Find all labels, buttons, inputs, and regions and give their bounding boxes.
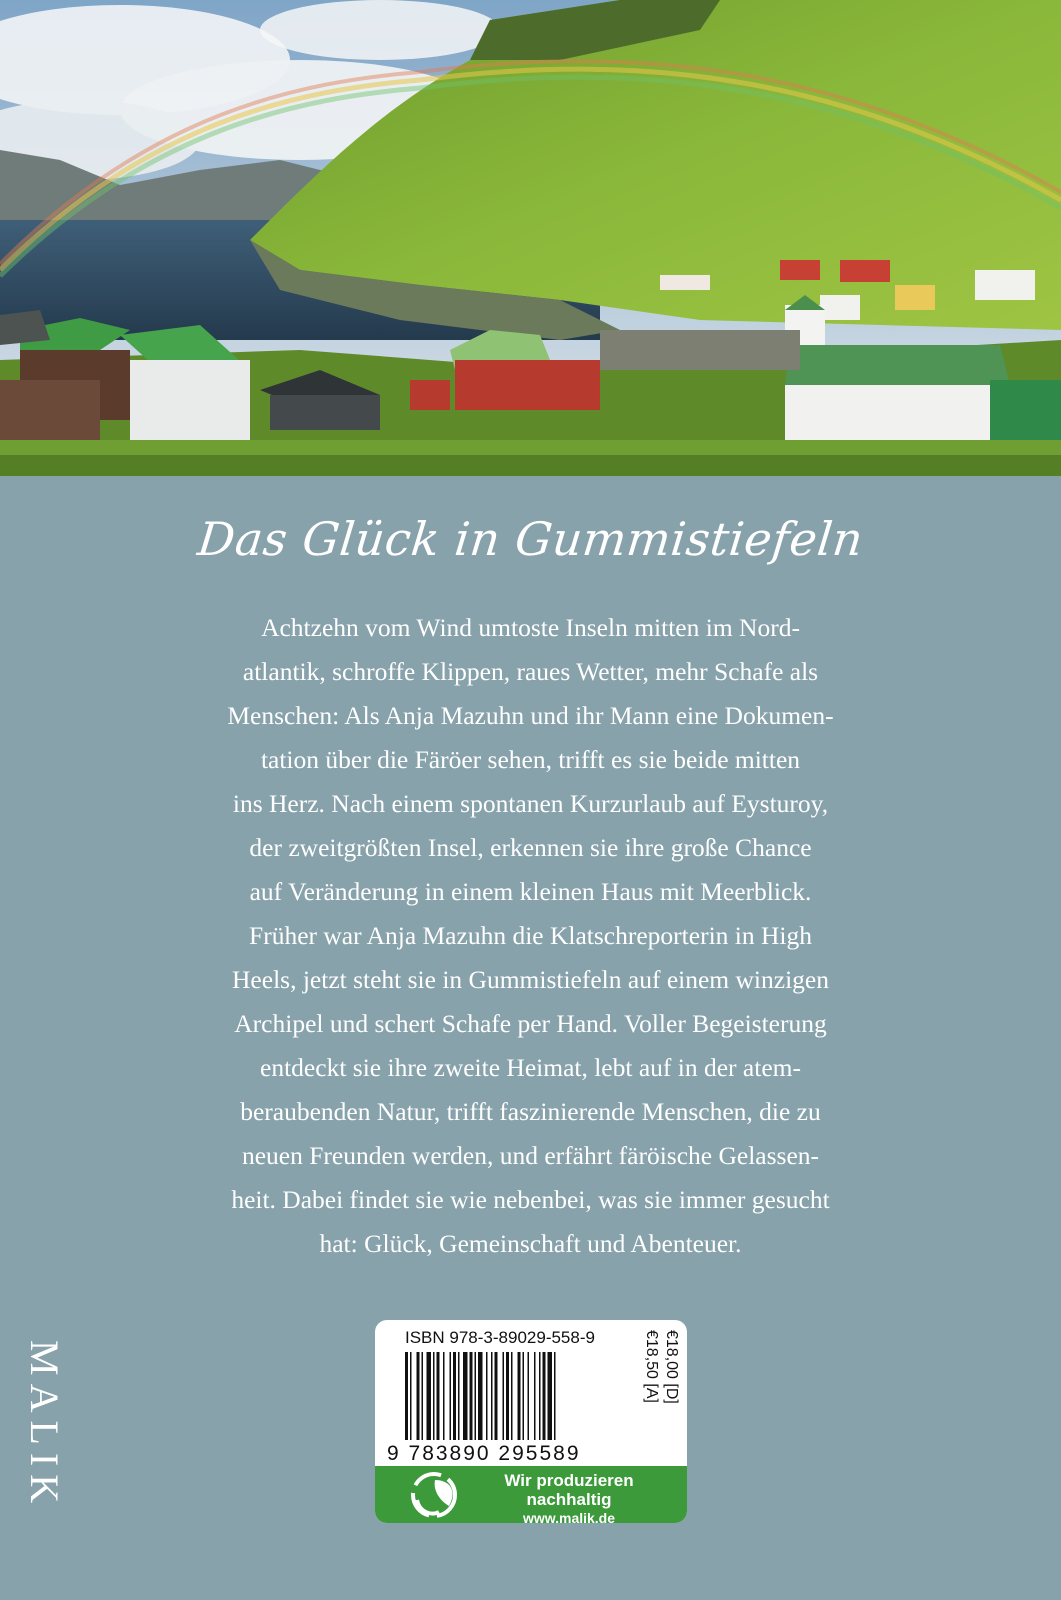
eco-badge: [375, 1466, 687, 1523]
blurb-line: Menschen: Als Anja Mazuhn und ihr Mann eine Dokumen-: [227, 701, 834, 730]
barcode-panel: [375, 1320, 687, 1523]
barcode-icon: [403, 1352, 623, 1444]
price-block: [639, 1330, 681, 1442]
isbn-label: ISBN 978-3-89029-558-9: [405, 1328, 595, 1347]
blurb-line: Heels, jetzt steht sie in Gummistiefeln auf einem winzigen: [232, 965, 829, 994]
blurb-line: Archipel und schert Schafe per Hand. Voller Begeisterung: [234, 1009, 827, 1038]
publisher-website: www.malik.de: [522, 1510, 616, 1523]
recycle-leaf-icon: [409, 1470, 463, 1520]
blurb-line: atlantik, schroffe Klippen, raues Wetter, mehr Schafe als: [242, 657, 819, 686]
cover-photo: [0, 0, 1061, 476]
blurb-line: neuen Freunden werden, und erfährt färöische Gelassen-: [241, 1141, 820, 1170]
price-germany: €18,00 [D]: [663, 1330, 680, 1404]
barcode-digits: 9 783890 295589: [387, 1442, 581, 1465]
eco-line-2: nachhaltig: [526, 1490, 612, 1509]
blurb-line: der zweitgrößten Insel, erkennen sie ihre große Chance: [249, 833, 812, 862]
eco-badge-text: [469, 1471, 669, 1523]
blurb-line: ins Herz. Nach einem spontanen Kurzurlaub auf Eysturoy,: [232, 789, 829, 818]
blurb-line: heit. Dabei findet sie wie nebenbei, was sie immer gesucht: [231, 1185, 830, 1214]
blurb-line: beraubenden Natur, trifft faszinierende Menschen, die zu: [240, 1097, 821, 1126]
price-austria: €18,50 [A]: [643, 1330, 660, 1403]
blurb-line: Früher war Anja Mazuhn die Klatschreporterin in High: [249, 921, 812, 950]
publisher-logo: MALIK: [22, 1340, 67, 1512]
blurb-line: Achtzehn vom Wind umtoste Inseln mitten im Nord-: [261, 613, 800, 642]
blurb-line: entdeckt sie ihre zweite Heimat, lebt auf in der atem-: [260, 1053, 801, 1082]
blurb-line: hat: Glück, Gemeinschaft und Abenteuer.: [319, 1229, 742, 1258]
blurb-line: tation über die Färöer sehen, trifft es sie beide mitten: [260, 745, 801, 774]
eco-line-1: Wir produzieren: [504, 1471, 634, 1490]
blurb-line: auf Veränderung in einem kleinen Haus mit Meerblick.: [249, 877, 812, 906]
book-blurb: [100, 606, 961, 1266]
book-title: Das Glück in Gummistiefeln: [195, 512, 866, 566]
faroe-landscape-image: [0, 0, 1061, 476]
